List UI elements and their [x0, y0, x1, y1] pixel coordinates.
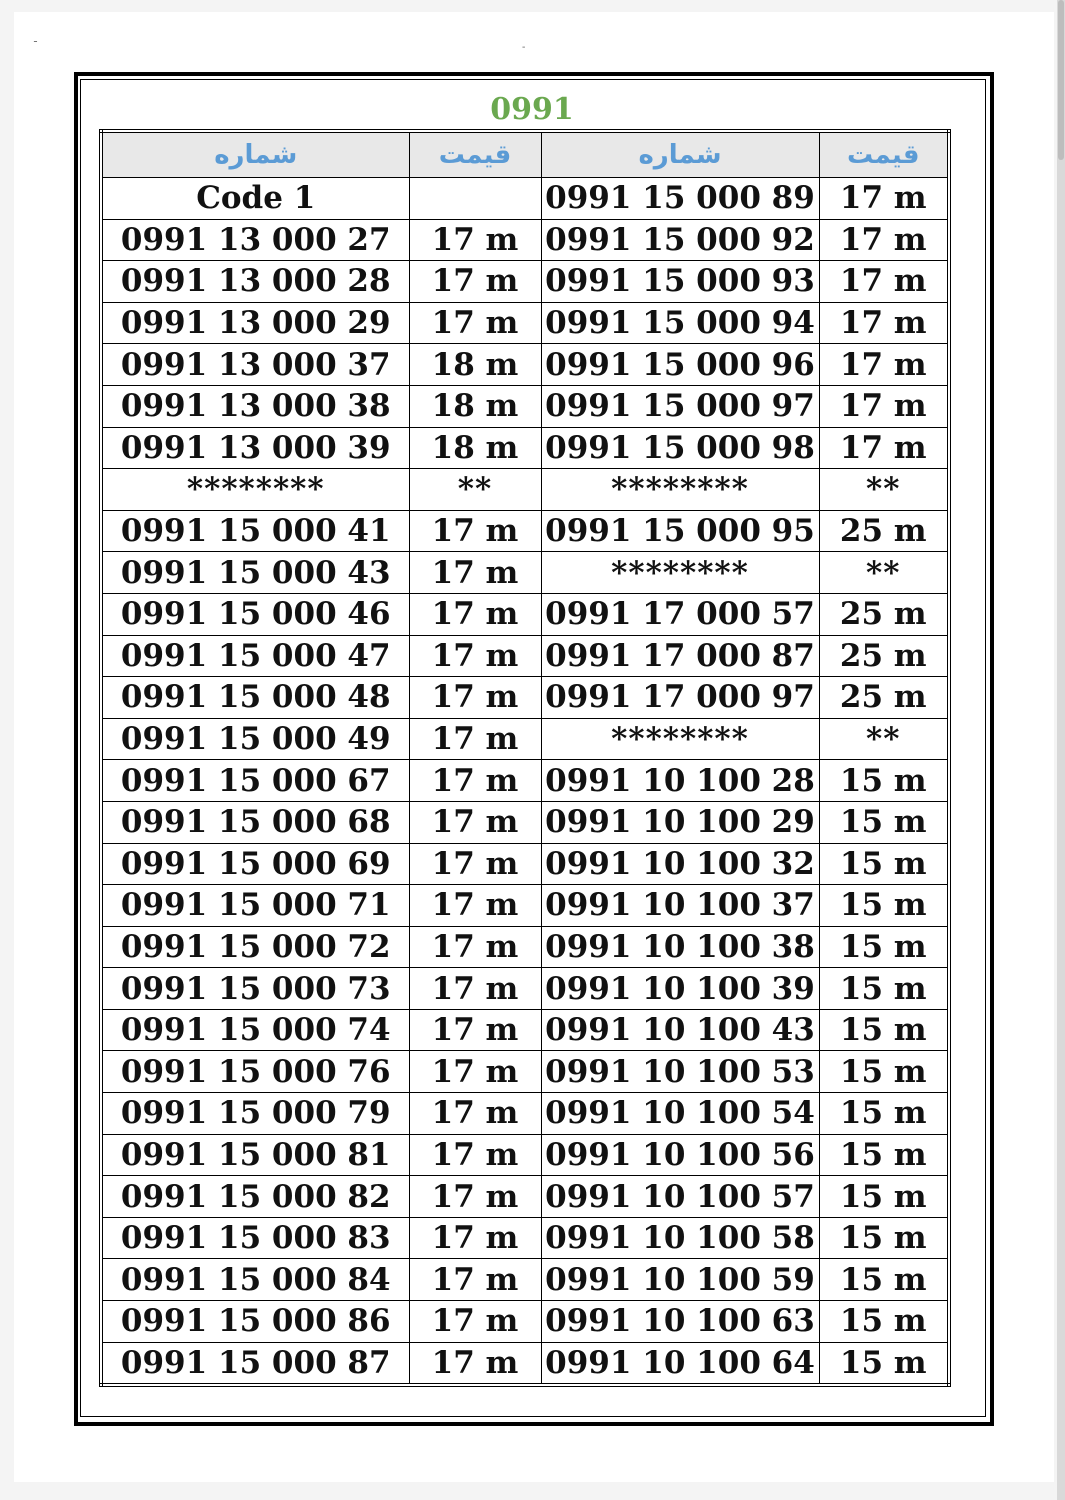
table-header-row	[101, 131, 949, 178]
number-cell: 0991 15 000 79	[101, 1093, 409, 1135]
number-cell: 0991 15 000 89	[541, 178, 819, 220]
table-row	[101, 593, 949, 635]
number-cell: 0991 15 000 96	[541, 344, 819, 386]
number-cell: 0991 15 000 97	[541, 385, 819, 427]
number-cell: 0991 15 000 68	[101, 801, 409, 843]
price-cell: **	[409, 469, 541, 511]
table-row	[101, 1176, 949, 1218]
number-cell: 0991 15 000 41	[101, 510, 409, 552]
table-row	[101, 427, 949, 469]
table-row	[101, 885, 949, 927]
table-row	[101, 843, 949, 885]
price-cell: 15 m	[819, 885, 949, 927]
price-table	[99, 129, 951, 1387]
table-row	[101, 801, 949, 843]
number-cell: 0991 15 000 74	[101, 1009, 409, 1051]
price-cell: 25 m	[819, 635, 949, 677]
number-cell: 0991 17 000 87	[541, 635, 819, 677]
table-row	[101, 635, 949, 677]
price-cell: 17 m	[409, 261, 541, 303]
price-cell: 17 m	[409, 885, 541, 927]
price-cell: 17 m	[819, 302, 949, 344]
number-cell: 0991 10 100 59	[541, 1259, 819, 1301]
number-cell: 0991 15 000 71	[101, 885, 409, 927]
table-row	[101, 1259, 949, 1301]
number-cell: 0991 15 000 95	[541, 510, 819, 552]
number-cell: 0991 10 100 37	[541, 885, 819, 927]
page-title: 0991	[490, 92, 574, 127]
price-cell: **	[819, 469, 949, 511]
table-row	[101, 1051, 949, 1093]
number-cell: 0991 15 000 93	[541, 261, 819, 303]
number-cell: 0991 13 000 29	[101, 302, 409, 344]
table-row	[101, 344, 949, 386]
number-cell: ********	[541, 718, 819, 760]
table-row	[101, 1217, 949, 1259]
stray-mark: ـ	[34, 34, 37, 45]
number-cell: 0991 10 100 28	[541, 760, 819, 802]
number-cell: 0991 15 000 72	[101, 926, 409, 968]
price-cell: 17 m	[409, 1009, 541, 1051]
number-cell: 0991 15 000 47	[101, 635, 409, 677]
number-cell: 0991 13 000 39	[101, 427, 409, 469]
table-row	[101, 385, 949, 427]
price-cell: 17 m	[409, 510, 541, 552]
price-cell: **	[819, 718, 949, 760]
price-cell: 17 m	[409, 677, 541, 719]
table-row	[101, 510, 949, 552]
number-cell: ********	[101, 469, 409, 511]
price-cell: 17 m	[409, 635, 541, 677]
table-row	[101, 178, 949, 220]
table-row	[101, 926, 949, 968]
price-cell: 17 m	[409, 760, 541, 802]
number-cell: 0991 13 000 28	[101, 261, 409, 303]
header-price: قیمت	[819, 131, 949, 178]
header-price: قیمت	[409, 131, 541, 178]
number-cell: 0991 15 000 92	[541, 219, 819, 261]
number-cell: 0991 15 000 73	[101, 968, 409, 1010]
number-cell: 0991 15 000 87	[101, 1342, 409, 1385]
number-cell: 0991 15 000 84	[101, 1259, 409, 1301]
number-cell: 0991 15 000 67	[101, 760, 409, 802]
number-cell: 0991 15 000 76	[101, 1051, 409, 1093]
table-row	[101, 469, 949, 511]
price-cell: 17 m	[819, 178, 949, 220]
number-cell: 0991 15 000 86	[101, 1301, 409, 1343]
price-cell: 15 m	[819, 1301, 949, 1343]
number-cell: ********	[541, 469, 819, 511]
price-cell: 15 m	[819, 1134, 949, 1176]
price-cell: 15 m	[819, 1051, 949, 1093]
price-cell: 17 m	[409, 1217, 541, 1259]
price-cell	[409, 178, 541, 220]
number-cell: 0991 13 000 27	[101, 219, 409, 261]
number-cell: 0991 15 000 43	[101, 552, 409, 594]
price-cell: 17 m	[409, 1342, 541, 1385]
price-cell: 15 m	[819, 1342, 949, 1385]
number-cell: 0991 15 000 49	[101, 718, 409, 760]
price-cell: 17 m	[409, 968, 541, 1010]
price-cell: 25 m	[819, 593, 949, 635]
number-cell: 0991 13 000 38	[101, 385, 409, 427]
number-cell: 0991 10 100 64	[541, 1342, 819, 1385]
scrollbar[interactable]	[1057, 0, 1065, 1500]
header-number: شماره	[541, 131, 819, 178]
price-cell: 15 m	[819, 843, 949, 885]
number-cell: 0991 10 100 57	[541, 1176, 819, 1218]
price-cell: 15 m	[819, 1176, 949, 1218]
table-row	[101, 1009, 949, 1051]
number-cell: 0991 13 000 37	[101, 344, 409, 386]
number-cell: 0991 10 100 58	[541, 1217, 819, 1259]
table-row	[101, 1093, 949, 1135]
table-row	[101, 219, 949, 261]
number-cell: ********	[541, 552, 819, 594]
table-body	[101, 178, 949, 1386]
number-cell: 0991 15 000 98	[541, 427, 819, 469]
number-cell: 0991 10 100 43	[541, 1009, 819, 1051]
price-cell: 15 m	[819, 1259, 949, 1301]
number-cell: 0991 15 000 82	[101, 1176, 409, 1218]
number-cell: 0991 15 000 69	[101, 843, 409, 885]
table-row	[101, 760, 949, 802]
price-cell: 15 m	[819, 926, 949, 968]
price-cell: 17 m	[409, 843, 541, 885]
price-cell: 17 m	[409, 1176, 541, 1218]
table-row	[101, 1342, 949, 1385]
price-cell: 18 m	[409, 385, 541, 427]
price-cell: 17 m	[409, 1134, 541, 1176]
number-cell: 0991 15 000 94	[541, 302, 819, 344]
price-cell: 17 m	[409, 926, 541, 968]
number-cell: 0991 15 000 48	[101, 677, 409, 719]
number-cell: 0991 10 100 32	[541, 843, 819, 885]
price-cell: 15 m	[819, 760, 949, 802]
price-cell: 15 m	[819, 1093, 949, 1135]
price-cell: 17 m	[409, 1093, 541, 1135]
number-cell: 0991 17 000 97	[541, 677, 819, 719]
price-cell: 17 m	[819, 385, 949, 427]
table-row	[101, 552, 949, 594]
price-cell: 17 m	[409, 593, 541, 635]
price-cell: 17 m	[409, 1301, 541, 1343]
number-cell: 0991 10 100 39	[541, 968, 819, 1010]
price-cell: 17 m	[409, 1259, 541, 1301]
number-cell: 0991 15 000 81	[101, 1134, 409, 1176]
table-row	[101, 1134, 949, 1176]
price-cell: 18 m	[409, 427, 541, 469]
table-row	[101, 261, 949, 303]
price-cell: 17 m	[819, 219, 949, 261]
price-cell: 17 m	[819, 344, 949, 386]
number-cell: 0991 15 000 83	[101, 1217, 409, 1259]
price-cell: **	[819, 552, 949, 594]
table-row	[101, 677, 949, 719]
price-cell: 18 m	[409, 344, 541, 386]
price-cell: 17 m	[409, 219, 541, 261]
number-cell: 0991 10 100 53	[541, 1051, 819, 1093]
price-cell: 15 m	[819, 801, 949, 843]
price-cell: 15 m	[819, 1009, 949, 1051]
header-number: شماره	[101, 131, 409, 178]
price-cell: 17 m	[409, 302, 541, 344]
price-cell: 17 m	[819, 261, 949, 303]
price-cell: 25 m	[819, 510, 949, 552]
price-cell: 17 m	[409, 1051, 541, 1093]
number-cell: 0991 15 000 46	[101, 593, 409, 635]
price-cell: 25 m	[819, 677, 949, 719]
table-row	[101, 302, 949, 344]
number-cell: 0991 10 100 63	[541, 1301, 819, 1343]
table-row	[101, 968, 949, 1010]
price-cell: 17 m	[819, 427, 949, 469]
price-cell: 17 m	[409, 552, 541, 594]
number-cell: 0991 10 100 38	[541, 926, 819, 968]
number-cell: 0991 10 100 54	[541, 1093, 819, 1135]
table-row	[101, 1301, 949, 1343]
number-cell: 0991 17 000 57	[541, 593, 819, 635]
price-cell: 17 m	[409, 801, 541, 843]
number-cell: 0991 10 100 56	[541, 1134, 819, 1176]
scrollbar-thumb[interactable]	[1058, 0, 1064, 160]
price-cell: 15 m	[819, 968, 949, 1010]
table-row	[101, 718, 949, 760]
number-cell: 0991 10 100 29	[541, 801, 819, 843]
price-cell: 15 m	[819, 1217, 949, 1259]
number-cell: Code 1	[101, 178, 409, 220]
stray-mark: -	[522, 42, 526, 53]
price-cell: 17 m	[409, 718, 541, 760]
